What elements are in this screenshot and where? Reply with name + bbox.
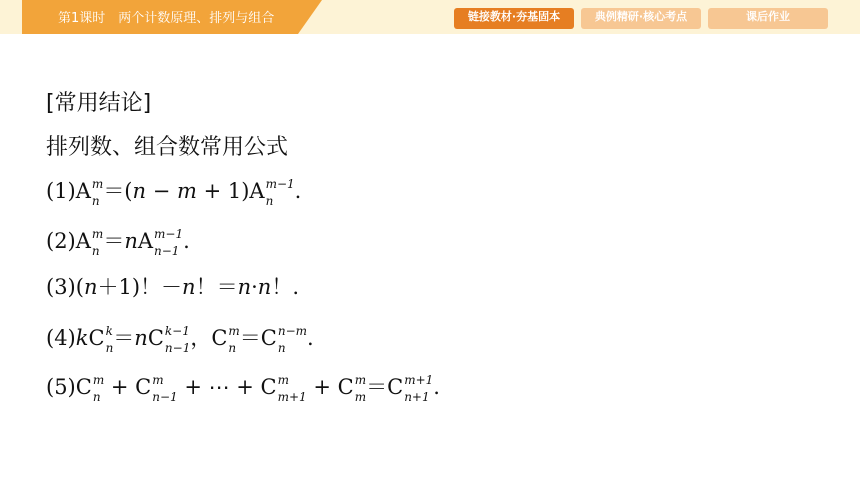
nav-button-homework[interactable]: 课后作业 (708, 8, 828, 29)
formula-5: (5)C m n + C m n−1 + ⋯ + C m m+1 + C m m ＝C m+1 n+1 . (46, 373, 440, 404)
formula-3: (3)(n＋1)！－n！＝n·n！. (46, 275, 300, 299)
nav-button-key-examples[interactable]: 典例精研·核心考点 (581, 8, 701, 29)
top-bar (0, 0, 860, 34)
formula-2: (2)A m n ＝nA m−1 n−1 . (46, 227, 190, 258)
section-heading: [常用结论] (46, 91, 152, 116)
lesson-title: 第1课时 两个计数原理、排列与组合 (58, 11, 275, 26)
formula-1: (1)A m n ＝(n − m + 1)A m−1 n . (46, 177, 302, 208)
formula-4: (4)kC k n ＝nC k−1 n−1 ，C m n ＝C n−m n . (46, 324, 314, 355)
nav-button-textbook-basics[interactable]: 链接教材·夯基固本 (454, 8, 574, 29)
section-subheading: 排列数、组合数常用公式 (46, 135, 289, 160)
